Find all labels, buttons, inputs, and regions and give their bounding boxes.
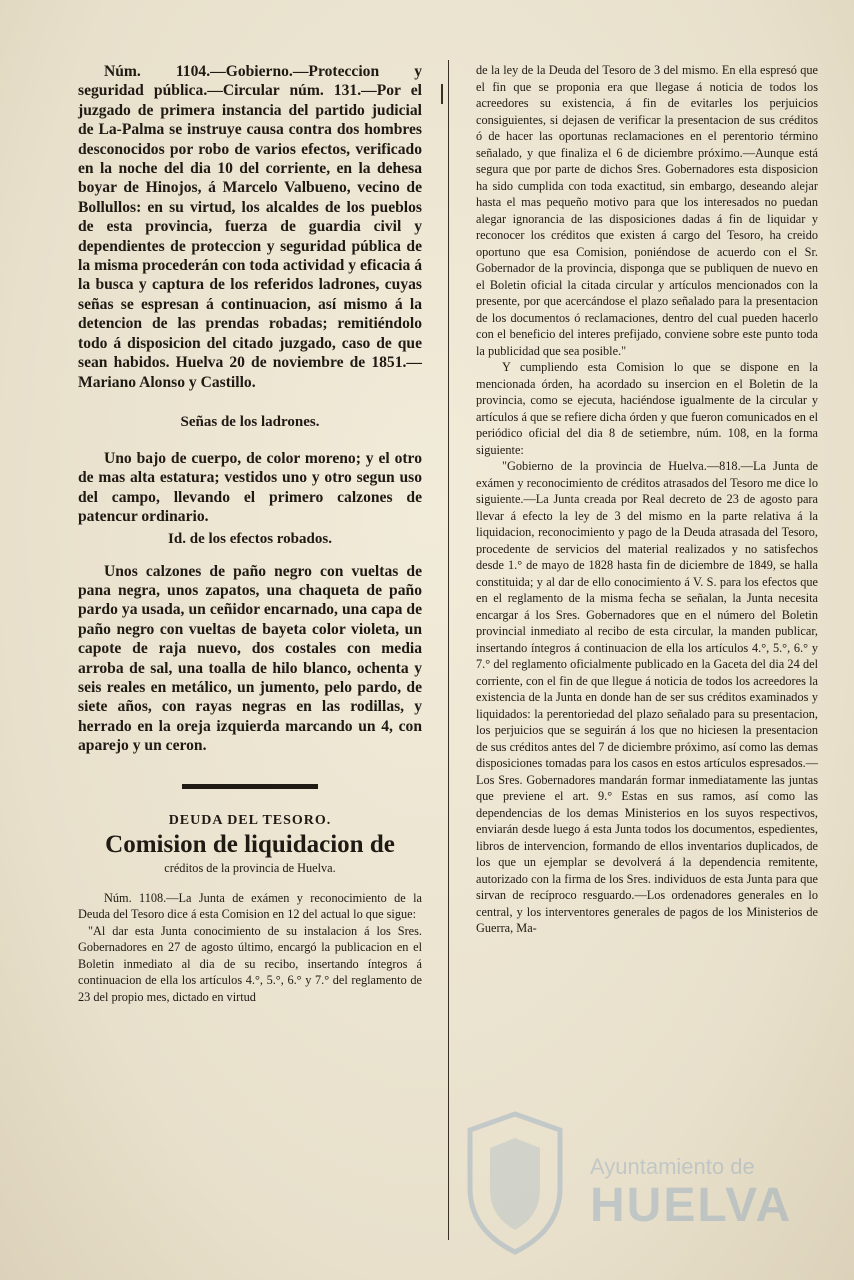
- stolen-items-description: Unos calzones de paño negro con vueltas de pana negra, unos zapatos, una chaqueta de paño pardo ya usada, un ceñidor encarnado, una capa de paño negro con vueltas de bayeta color violeta, un capote de raja nuevo, dos costales con media arroba de sal, una toalla de hilo blanco, ochenta y seis reales en metálico, un jumento, pelo pardo, de siete años, con rayas negras en las rodillas, y herrado en la oreja izquierda marcando un 4, con aparejo y un ceron.: [78, 562, 422, 755]
- section-kicker: DEUDA DEL TESORO.: [168, 812, 332, 828]
- section-subtitle: créditos de la provincia de Huelva.: [164, 860, 336, 875]
- section-title: Comision de liquidacion de: [105, 830, 395, 858]
- right-column: [476, 62, 818, 1240]
- notice-1108-text: Núm. 1108.—La Junta de exámen y reconocimiento de la Deuda del Tesoro dice á esta Comision en 12 del actual lo que sigue:: [78, 890, 422, 922]
- gobierno-818-circular: "Gobierno de la provincia de Huelva.—818.—La Junta de exámen y reconocimiento de créditos atrasados del Tesoro me dice lo siguiente.—La Junta creada por Real decreto de 23 de agosto para llevar á efecto la ley de 3 del mismo en la parte relativa á la liquidacion, reconocimiento y pago de la Deuda atrasada del Tesoro, procedente de servicios del material realizados y no satisfechos desde 1.° de mayo de 1828 hasta fin de diciembre de 1849, se halla constituida; y al dar de ello conocimiento á V. S. para los efectos que en el reglamento de la misma fecha se señalan, la Junta necesita encargar á los Sres. Gobernadores que en el número del Boletin provincial inmediato al recibo de esta circular, la manden publicar, insertando íntegros á continuacion de ella los artículos 4.°, 5.°, 6.° y 7.° del reglamento oficialmente publicado en la Gaceta del dia 24 del corriente, con el fin de que llegue á noticia de todos los acreedores la existencia de la Junta en donde han de ser sus créditos examinados y liquidados: la perentoriedad del plazo señalado para su presentacion, los perjuicios que se seguirán á los que no hiciesen la presentacion de sus créditos antes del 7 de diciembre próximo, así como las demas disposiciones tomadas para los casos en estos artículos espresados.—Los Sres. Gobernadores mandarán formar inmediatamente las juntas que previene el art. 9.° Estas en sus ramos, así como las dependencias de los demas Ministerios en los suyos respectivos, enviarán desde luego á esta Junta todos los documentos, espedientes, libros de intervencion, formando de ellos inventarios duplicados, de los que un ejemplar se devolverá á la dependencia remitente, autorizado con la firma de los Sres. individuos de esta Junta para que sirvan de recíproco resguardo.—Los ordenadores generales en lo central, y los interventores generales de pagos de los Ministerios de Guerra, Ma-: [476, 459, 818, 935]
- watermark-line-2: HUELVA: [590, 1179, 793, 1232]
- junta-quote-text: "Al dar esta Junta conocimiento de su instalacion á los Sres. Gobernadores en 27 de agosto último, encargó la publicacion en el Boletin inmediato al dia de su recibo, insertando íntegros á continuacion de ella los artículos 4.°, 5.°, 6.° y 7.° del reglamento de 23 del propio mes, dictado en virtud: [78, 923, 422, 1004]
- watermark-line-1: Ayuntamiento de: [590, 1154, 755, 1179]
- column-divider: [448, 60, 449, 1240]
- heading-senas-ladrones: Señas de los ladrones.: [180, 413, 320, 430]
- column-divider-accent: [441, 84, 443, 104]
- junta-quote-continuation: de la ley de la Deuda del Tesoro de 3 del mismo. En ella espresó que el fin que se proponia era que llegase á noticia de todos los acreedores su existencia, á fin de evitarles los perjuicios consiguientes, si dejasen de verificar la presentacion de sus créditos ó de hacer las oportunas reclamaciones en el perentorio término señalado, y que finaliza el 6 de diciembre próximo.—Aunque está segura que por parte de dichos Sres. Gobernadores esta disposicion ha sido cumplida con toda exactitud, sin embargo, deseando alejar hasta el mas pequeño motivo para que los interesados no puedan alegar ignorancia de las disposiciones dadas á fin de liquidar y reconocer los créditos que existen á cargo del Tesoro, ha creido oportuno que esa Comision, poniéndose de acuerdo con el Sr. Gobernador de la provincia, disponga que se publiquen de nuevo en el Boletin oficial la citada circular y artículos mencionados con la presente, por que acercándose el plazo señalado para la presentacion de los documentos ó reclamaciones, dentro del cual pueden hacerlo con el beneficio del interes prefijado, conviene sobre este punto toda la publicidad que sea posible.": [476, 63, 818, 358]
- circular-1104-text: Núm. 1104.—Gobierno.—Proteccion y seguridad pública.—Circular núm. 131.—Por el juzgado de primera instancia del partido judicial de La-Palma se instruye causa contra dos hombres desconocidos por robo de varios efectos, verificado en la noche del dia 10 del corriente, en la dehesa boyar de Hinojos, á Marcelo Valbueno, vecino de Bollullos: en su virtud, los alcaldes de los pueblos de esta provincia, fuerza de guardia civil y dependientes de proteccion y seguridad pública de la misma procederán con toda actividad y eficacia á la busca y captura de los referidos ladrones, cuyas señas se espresan á continuacion, así mismo á la detencion de las prendas robadas; remitiéndolo todo á disposicion del citado juzgado, caso de que sean habidos. Huelva 20 de noviembre de 1851.—Mariano Alonso y Castillo.: [78, 63, 422, 391]
- left-column: [78, 62, 422, 1240]
- comision-compliance-text: Y cumpliendo esta Comision lo que se dispone en la mencionada órden, ha acordado su insercion en el Boletin de la provincia, como se ejecuta, haciéndose igualmente de la circular y artículos á que se refiere dicha órden y que fueron comunicados en el periódico oficial del dia 8 de setiembre, núm. 108, en la forma siguiente:: [476, 360, 818, 457]
- thieves-description: Uno bajo de cuerpo, de color moreno; y el otro de mas alta estatura; vestidos uno y otro segun uso del campo, llevando el primero calzones de patencur ordinario.: [78, 449, 422, 526]
- heading-efectos-robados: Id. de los efectos robados.: [168, 530, 332, 547]
- section-separator: [182, 784, 318, 789]
